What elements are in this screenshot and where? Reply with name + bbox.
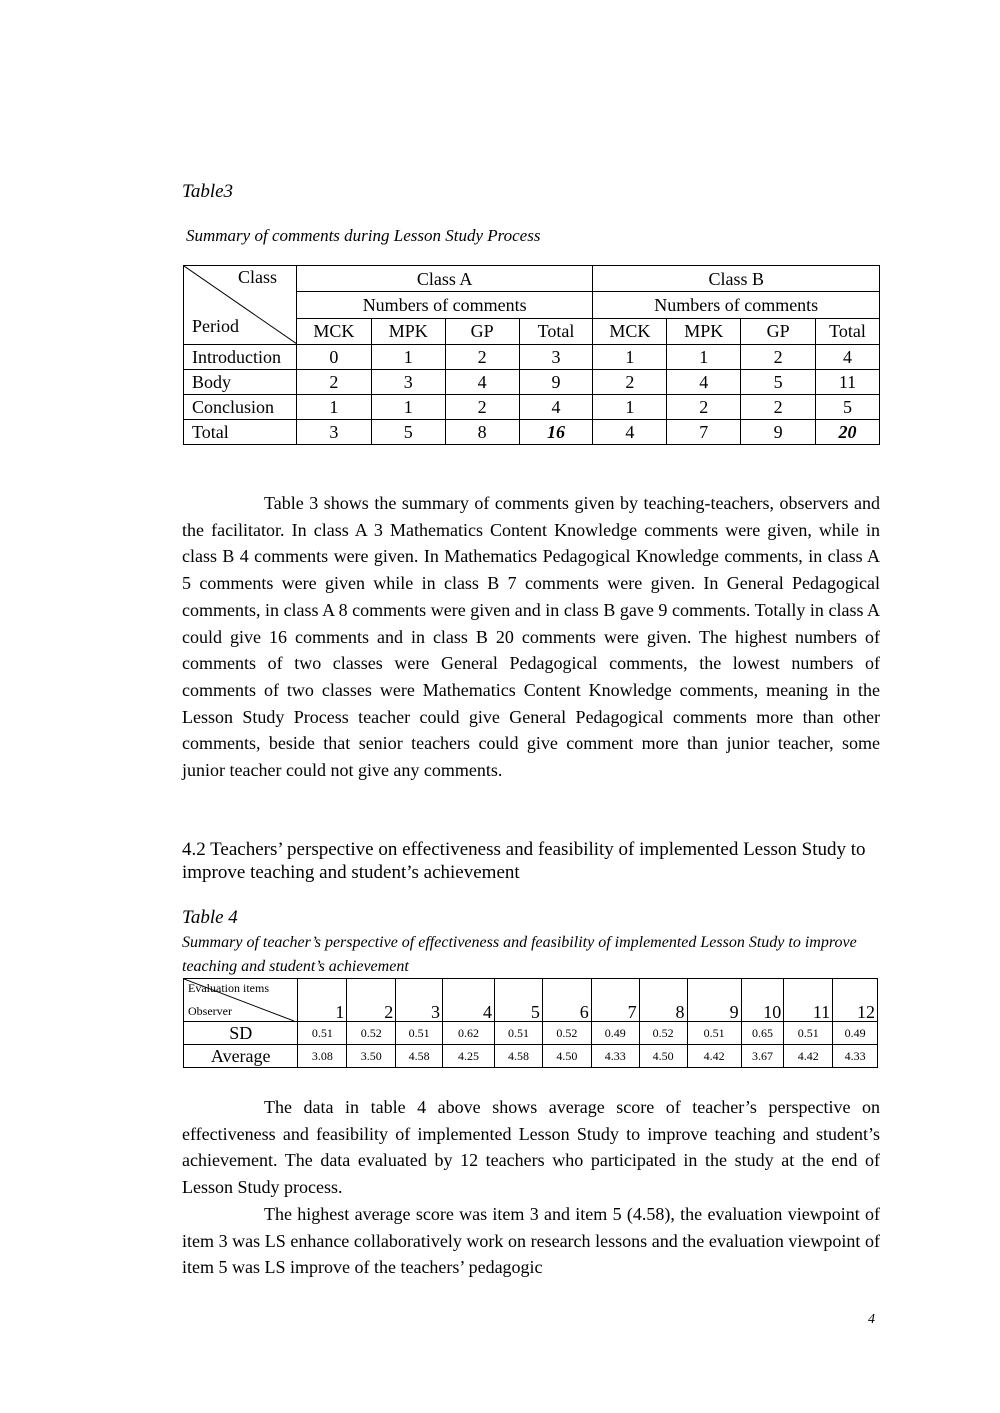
table4-sd-cell: 0.52 xyxy=(639,1022,687,1045)
table4-item-header: 4 xyxy=(443,979,495,1022)
table3-cell: 1 xyxy=(667,345,741,370)
table-row xyxy=(184,1022,878,1045)
table4-sd-cell: 0.49 xyxy=(833,1022,878,1045)
table3-cell: 4 xyxy=(593,420,667,445)
table3-cell: 3 xyxy=(371,370,445,395)
table3-cell: 9 xyxy=(741,420,816,445)
table4-sd-cell: 0.52 xyxy=(542,1022,591,1045)
table4-average-cell: 3.67 xyxy=(741,1045,784,1068)
table3-numbers-b-header: Numbers of comments xyxy=(593,292,880,318)
table3-cell: 1 xyxy=(371,345,445,370)
table3-cell: 2 xyxy=(445,395,519,420)
table4-average-cell: 4.42 xyxy=(687,1045,741,1068)
table3-row-label: Conclusion xyxy=(184,395,297,420)
table3-cell: 2 xyxy=(296,370,371,395)
table-row xyxy=(184,395,880,420)
table4-item-header: 2 xyxy=(347,979,396,1022)
table4-average-label: Average xyxy=(184,1045,298,1068)
table3-row-label: Total xyxy=(184,420,297,445)
table3-numbers-a-header: Numbers of comments xyxy=(296,292,592,318)
table4-average-cell: 4.25 xyxy=(443,1045,495,1068)
table4-item-header: 3 xyxy=(396,979,443,1022)
table3-cell: 0 xyxy=(296,345,371,370)
table3-col-header: GP xyxy=(445,318,519,344)
table4-item-header: 10 xyxy=(741,979,784,1022)
table3-cell: 4 xyxy=(519,395,593,420)
table4-average-cell: 4.33 xyxy=(591,1045,639,1068)
table4-average-cell: 4.50 xyxy=(639,1045,687,1068)
table4-sd-cell: 0.62 xyxy=(443,1022,495,1045)
table4-sd-cell: 0.51 xyxy=(687,1022,741,1045)
paragraph-text: Table 3 shows the summary of comments given by teaching-teachers, observers and the facilitator. In class A 3 Mathematics Content Knowledge comments were given, while in class B 4 comments were given. In Mathematics Pedagogical Knowledge comments, in class A 5 comments were given while in class B 7 comments were given. In General Pedagogical comments, in class A 8 comments were given and in class B gave 9 comments. Totally in class A could give 16 comments and in class B 20 comments were given. The highest numbers of comments of two classes were General Pedagogical comments, the lowest numbers of comments of two classes were Mathematics Content Knowledge comments, meaning in the Lesson Study Process teacher could give General Pedagogical comments more than other comments, beside that senior teachers could give comment more than junior teacher, some junior teacher could not give any comments. xyxy=(182,493,880,781)
table3-subtitle: Summary of comments during Lesson Study Process xyxy=(186,226,541,245)
table3-cell: 2 xyxy=(741,345,816,370)
table4-sd-cell: 0.51 xyxy=(396,1022,443,1045)
table3-cell: 9 xyxy=(519,370,593,395)
table3-cell: 1 xyxy=(296,395,371,420)
paragraph-text: The highest average score was item 3 and item 5 (4.58), the evaluation viewpoint of item 3 was LS enhance collaboratively work on research lessons and the evaluation viewpoint of item 5 was LS improve of the teachers’ pedagogic xyxy=(182,1204,880,1278)
table3-corner-period: Period xyxy=(192,316,239,336)
table3-cell: 3 xyxy=(519,345,593,370)
table4-subtitle: Summary of teacher’s perspective of effectiveness and feasibility of implemented Lesson Study to improve teaching and student’s achievement xyxy=(182,934,857,975)
table4-item-header: 6 xyxy=(542,979,591,1022)
table4-average-cell: 4.58 xyxy=(495,1045,543,1068)
table4-item-header: 12 xyxy=(833,979,878,1022)
paragraph-table4-summary xyxy=(182,1094,880,1201)
table-row xyxy=(184,420,880,445)
table4-sd-cell: 0.52 xyxy=(347,1022,396,1045)
table3-cell: 1 xyxy=(593,395,667,420)
table3-cell: 2 xyxy=(667,395,741,420)
table3-col-header: MPK xyxy=(371,318,445,344)
table4-sd-cell: 0.51 xyxy=(784,1022,833,1045)
table4-item-header: 1 xyxy=(298,979,347,1022)
table3-cell: 2 xyxy=(445,345,519,370)
table3-corner-cell xyxy=(184,266,297,345)
table3-cell: 7 xyxy=(667,420,741,445)
table4-item-header: 5 xyxy=(495,979,543,1022)
paragraph-text: The data in table 4 above shows average score of teacher’s perspective on effectiveness and feasibility of implemented Lesson Study to improve teaching and student’s achievement. The data evaluated by 12 teachers who participated in the study at the end of Lesson Study process. xyxy=(182,1097,880,1198)
table4-average-cell: 4.33 xyxy=(833,1045,878,1068)
table3-col-header: Total xyxy=(816,318,880,344)
table-row xyxy=(184,1045,878,1068)
table3-row-label: Body xyxy=(184,370,297,395)
table4-corner-cell xyxy=(184,979,298,1022)
table3 xyxy=(183,265,880,445)
section-heading: 4.2 Teachers’ perspective on effectiveness and feasibility of implemented Lesson Study to improve teaching and student’s achievement xyxy=(182,839,866,883)
table3-cell: 2 xyxy=(593,370,667,395)
table3-cell: 8 xyxy=(445,420,519,445)
table4-item-header: 7 xyxy=(591,979,639,1022)
table4-corner-observer: Observer xyxy=(188,1004,232,1018)
table3-cell: 2 xyxy=(741,395,816,420)
table3-row-label: Introduction xyxy=(184,345,297,370)
table4-average-cell: 4.50 xyxy=(542,1045,591,1068)
table4-average-cell: 4.58 xyxy=(396,1045,443,1068)
table3-col-header: MPK xyxy=(667,318,741,344)
table4-item-header: 11 xyxy=(784,979,833,1022)
page-number: 4 xyxy=(868,1312,875,1327)
table3-cell: 5 xyxy=(816,395,880,420)
table4-item-header: 9 xyxy=(687,979,741,1022)
paragraph-table3-summary xyxy=(182,490,880,784)
table3-cell: 1 xyxy=(593,345,667,370)
table4-title: Table 4 xyxy=(182,907,238,928)
table3-title: Table3 xyxy=(182,181,234,202)
table3-cell: 5 xyxy=(371,420,445,445)
table4-sd-cell: 0.49 xyxy=(591,1022,639,1045)
table4-sd-cell: 0.51 xyxy=(298,1022,347,1045)
table-row xyxy=(184,345,880,370)
table3-cell-total: 16 xyxy=(519,420,593,445)
table3-cell: 5 xyxy=(741,370,816,395)
table3-class-b-header: Class B xyxy=(593,266,880,292)
table3-cell: 4 xyxy=(816,345,880,370)
table3-corner-class: Class xyxy=(238,267,278,287)
table3-cell: 3 xyxy=(296,420,371,445)
table4-sd-cell: 0.51 xyxy=(495,1022,543,1045)
table3-col-header: GP xyxy=(741,318,816,344)
table3-cell: 4 xyxy=(445,370,519,395)
table4-sd-label: SD xyxy=(184,1022,298,1045)
table4-corner-items: Evaluation items xyxy=(188,981,269,995)
table3-col-header: MCK xyxy=(296,318,371,344)
table-row xyxy=(184,370,880,395)
table3-cell: 4 xyxy=(667,370,741,395)
paragraph-highest-score xyxy=(182,1201,880,1281)
table3-class-a-header: Class A xyxy=(296,266,592,292)
table4-sd-cell: 0.65 xyxy=(741,1022,784,1045)
table4-average-cell: 3.50 xyxy=(347,1045,396,1068)
table4 xyxy=(183,978,878,1068)
table4-item-header: 8 xyxy=(639,979,687,1022)
table3-cell: 1 xyxy=(371,395,445,420)
table4-average-cell: 4.42 xyxy=(784,1045,833,1068)
table3-col-header: MCK xyxy=(593,318,667,344)
table3-cell: 11 xyxy=(816,370,880,395)
table3-col-header: Total xyxy=(519,318,593,344)
table3-cell-total: 20 xyxy=(816,420,880,445)
table4-average-cell: 3.08 xyxy=(298,1045,347,1068)
